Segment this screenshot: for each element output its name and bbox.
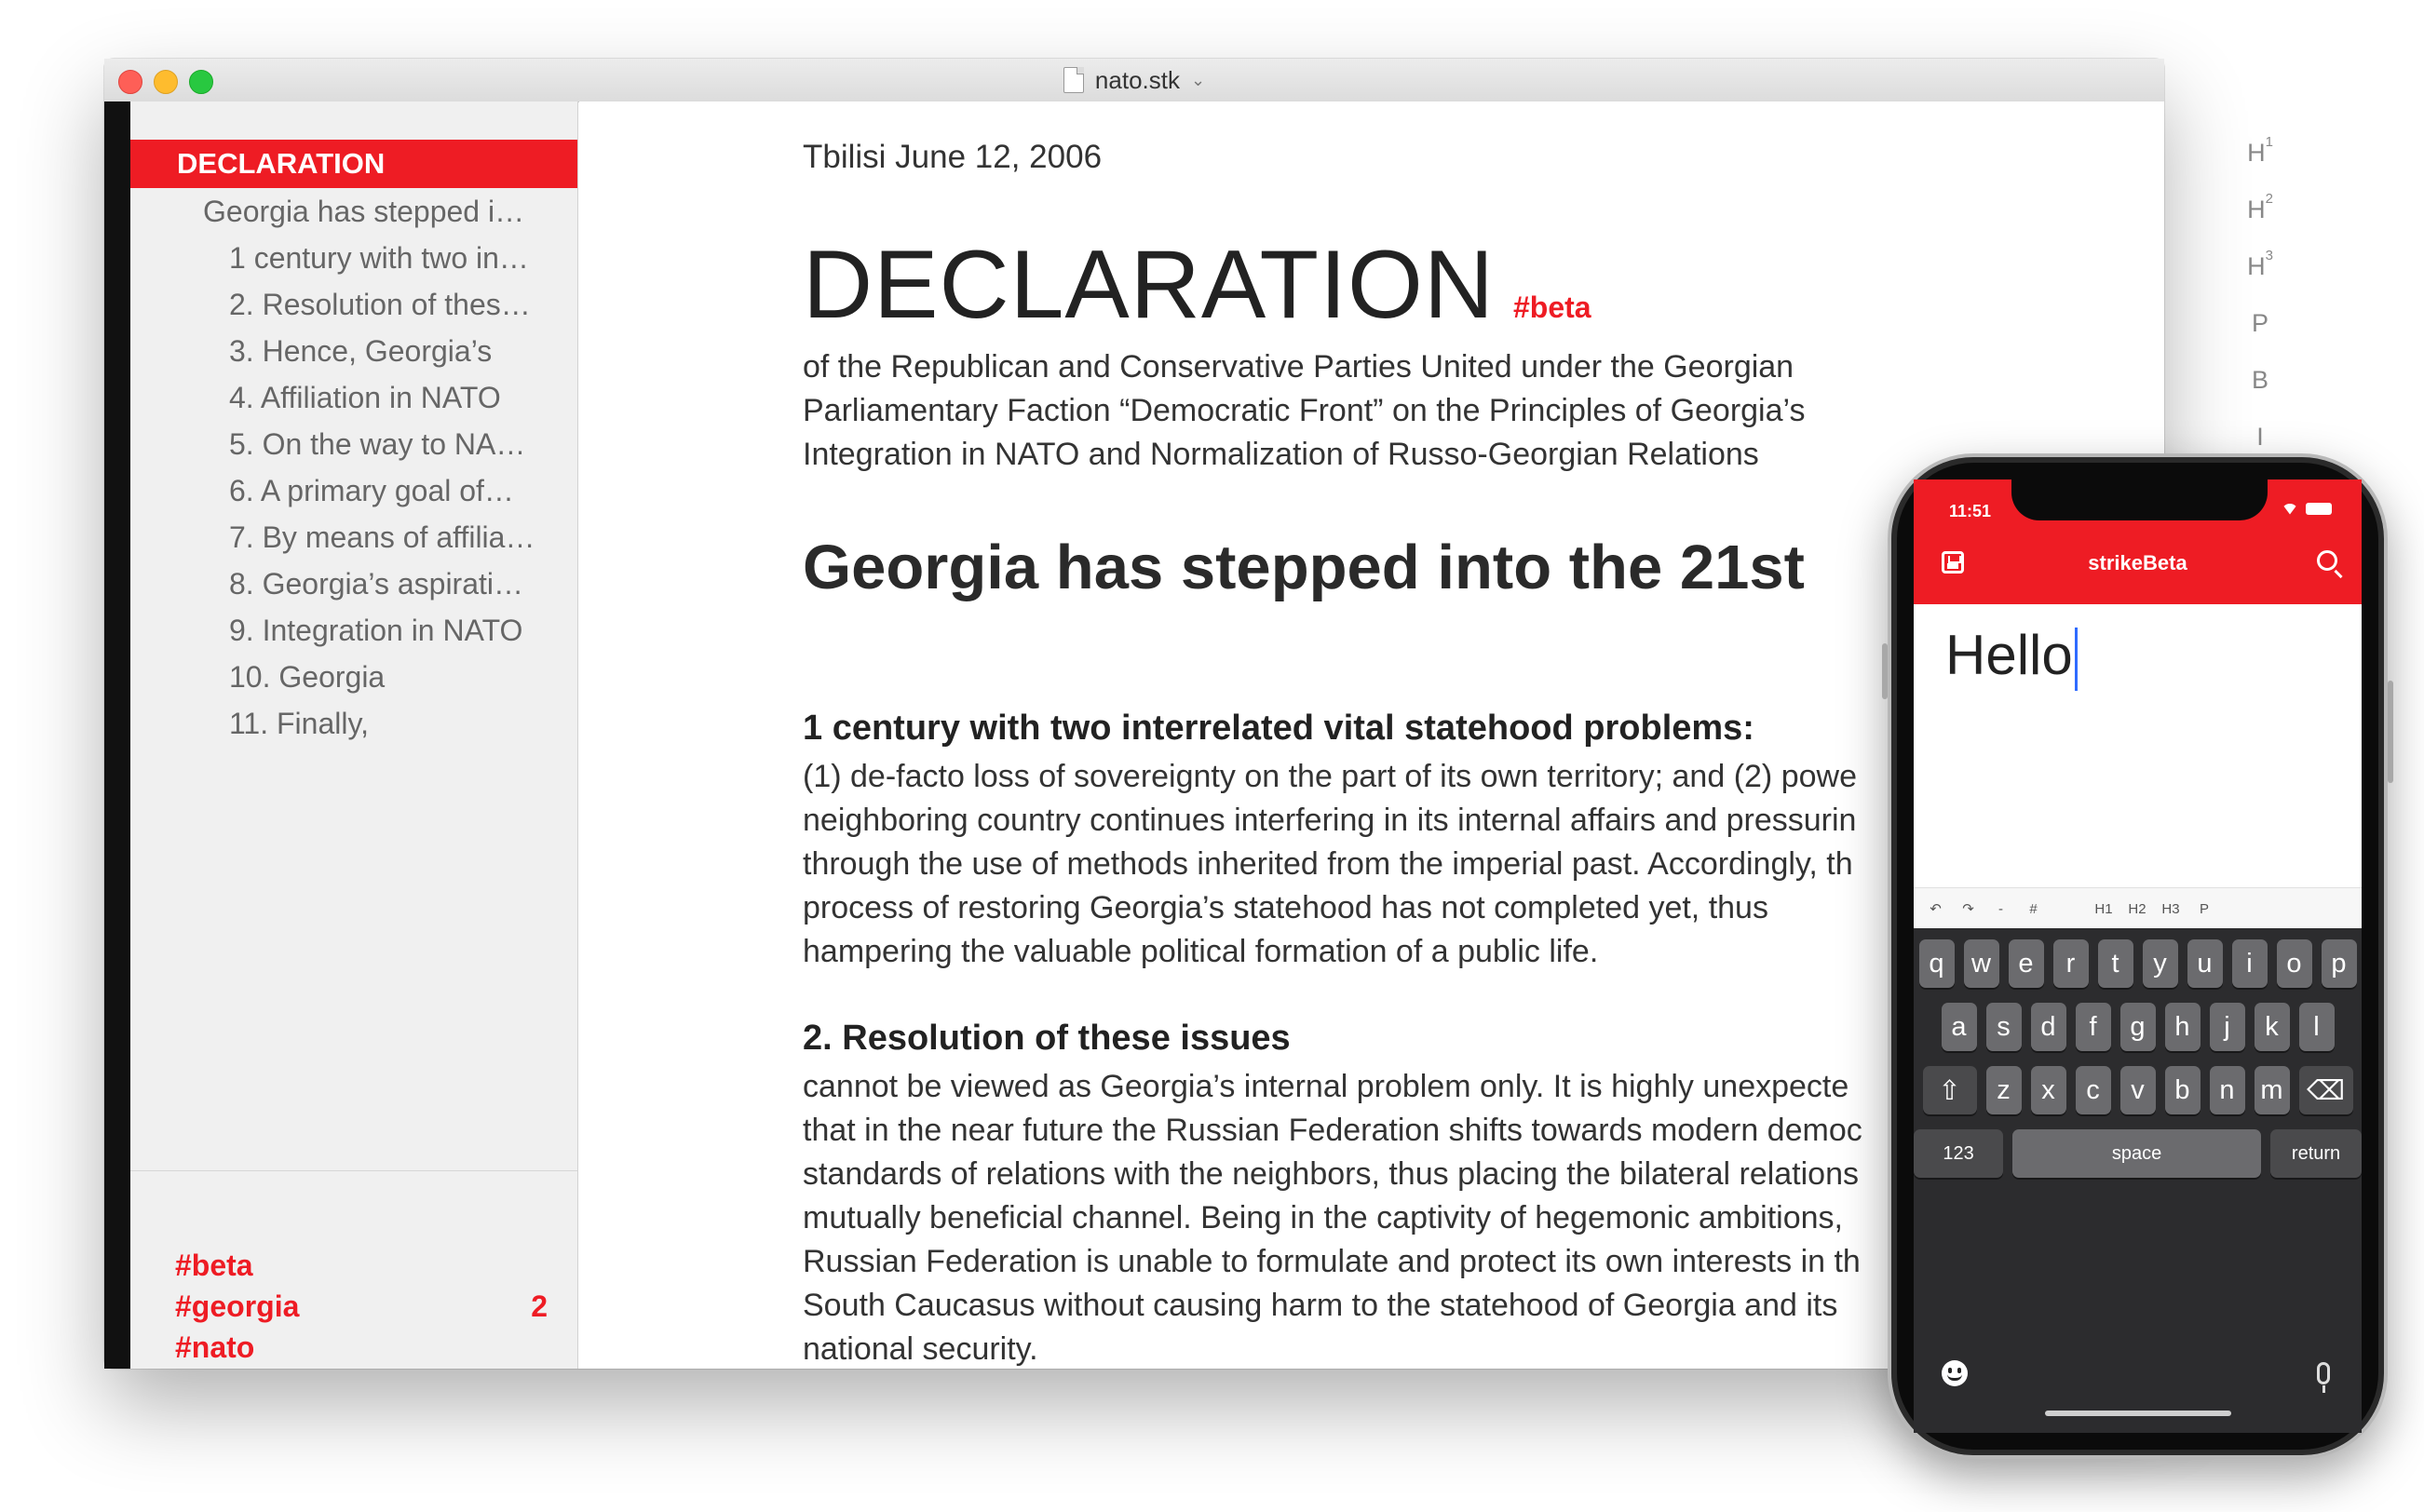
outline-item[interactable]: 1 century with two in… (229, 241, 529, 275)
chevron-down-icon[interactable]: ⌄ (1190, 70, 1206, 89)
phone-editor[interactable] (1914, 604, 2362, 887)
key-b[interactable]: b (2165, 1066, 2201, 1114)
dateline[interactable]: Tbilisi June 12, 2006 (803, 139, 1103, 175)
key-x[interactable]: x (2031, 1066, 2066, 1114)
space-key[interactable]: space (2012, 1129, 2261, 1178)
format-bold-button[interactable]: B (2251, 366, 2268, 394)
tag-name: #beta (175, 1249, 253, 1282)
outline-item[interactable]: 8. Georgia’s aspirati… (229, 567, 523, 601)
key-t[interactable]: t (2098, 939, 2133, 988)
key-k[interactable]: k (2255, 1003, 2290, 1051)
mac-window (104, 59, 2273, 1369)
dash-button[interactable]: - (1998, 900, 2003, 917)
tag-item-nato[interactable] (175, 1327, 548, 1368)
undo-button[interactable]: ↶ (1930, 901, 1942, 917)
tag-count: 2 (531, 1289, 548, 1323)
outline-sidebar (130, 101, 578, 1369)
tag-name: #georgia (175, 1289, 300, 1323)
backspace-key[interactable]: ⌫ (2299, 1066, 2353, 1114)
outline-item[interactable]: 9. Integration in NATO (229, 614, 523, 647)
document-heading[interactable]: Georgia has stepped into the 21st (803, 533, 1805, 602)
tag-list (175, 1245, 548, 1368)
return-key[interactable]: return (2270, 1129, 2362, 1178)
p-button[interactable]: P (2199, 900, 2209, 917)
key-g[interactable]: g (2120, 1003, 2156, 1051)
key-e[interactable]: e (2009, 939, 2044, 988)
title-tag[interactable]: #beta (1512, 290, 1591, 324)
phone-notch (2011, 479, 2268, 520)
key-c[interactable]: c (2076, 1066, 2111, 1114)
key-w[interactable]: w (1964, 939, 1999, 988)
outline-item[interactable]: 3. Hence, Georgia’s (229, 334, 493, 368)
key-v[interactable]: v (2120, 1066, 2156, 1114)
h1-button[interactable]: H1 (2094, 900, 2113, 917)
microphone-icon[interactable] (2317, 1362, 2330, 1384)
phone-screen (1914, 479, 2362, 1433)
section-heading[interactable]: 2. Resolution of these issues (803, 1019, 1291, 1058)
tag-item-beta[interactable] (175, 1245, 548, 1286)
outline-list (130, 188, 577, 747)
key-i[interactable]: i (2232, 939, 2268, 988)
window-title-label: nato.stk (1094, 65, 1180, 94)
outline-item[interactable]: 10. Georgia (229, 660, 386, 694)
document-subtitle[interactable]: of the Republican and Conservative Parties United under the Georgian Parliamentary Faction “Democratic Front” on the Principles of Georgia’s Integration in NATO and Normalization of Russo-Georgian Relations (803, 349, 1806, 472)
keyboard (1914, 928, 2362, 1433)
outline-item[interactable]: 6. A primary goal of… (229, 474, 514, 507)
key-r[interactable]: r (2053, 939, 2089, 988)
tag-item-georgia[interactable] (175, 1286, 548, 1327)
key-f[interactable]: f (2076, 1003, 2111, 1051)
phone-power-button (2388, 681, 2393, 783)
format-h2-button[interactable]: $H^2$ (2247, 191, 2273, 223)
sidebar-divider (130, 1170, 577, 1171)
key-y[interactable]: y (2143, 939, 2178, 988)
outline-item[interactable]: 11. Finally, (229, 707, 369, 740)
key-p[interactable]: p (2322, 939, 2357, 988)
format-panel (2232, 134, 2288, 479)
h2-button[interactable]: H2 (2128, 900, 2146, 917)
outline-item[interactable]: Georgia has stepped i… (203, 195, 525, 228)
outline-item[interactable]: 5. On the way to NA… (229, 427, 526, 461)
tag-name: #nato (175, 1330, 255, 1364)
key-h[interactable]: h (2165, 1003, 2201, 1051)
document-icon (1063, 67, 1084, 93)
outline-item[interactable]: 4. Affiliation in NATO (229, 381, 501, 414)
key-o[interactable]: o (2277, 939, 2312, 988)
keyboard-row-2 (1914, 1003, 2362, 1051)
outline-item[interactable]: 7. By means of affilia… (229, 520, 535, 554)
redo-button[interactable]: ↷ (1962, 901, 1974, 917)
key-m[interactable]: m (2255, 1066, 2290, 1114)
tag-button[interactable]: # (2029, 900, 2038, 917)
format-italic-button[interactable]: I (2256, 423, 2264, 451)
outline-item[interactable]: 2. Resolution of thes… (229, 288, 531, 321)
text-caret (2075, 628, 2078, 691)
key-z[interactable]: z (1986, 1066, 2022, 1114)
shift-key[interactable]: ⇧ (1923, 1066, 1977, 1114)
keyboard-row-3 (1914, 1066, 2362, 1114)
key-a[interactable]: a (1942, 1003, 1977, 1051)
title-bar (104, 59, 2164, 102)
phone-format-bar (1914, 887, 2362, 929)
window-edge-strip (104, 101, 130, 1369)
app-bar (1914, 535, 2362, 604)
document-title[interactable] (803, 230, 1591, 341)
keyboard-row-4 (1914, 1129, 2362, 1178)
section-heading[interactable]: 1 century with two interrelated vital statehood problems: (803, 709, 1754, 748)
format-h3-button[interactable]: $H^3$ (2247, 248, 2273, 280)
format-h1-button[interactable]: $H^1$ (2247, 134, 2273, 167)
home-indicator[interactable] (2045, 1411, 2231, 1416)
key-s[interactable]: s (1986, 1003, 2022, 1051)
key-u[interactable]: u (2187, 939, 2223, 988)
key-j[interactable]: j (2210, 1003, 2245, 1051)
phone-device (1888, 453, 2388, 1459)
battery-icon (2306, 503, 2332, 515)
wifi-icon (2282, 504, 2298, 515)
emoji-icon[interactable] (1942, 1360, 1968, 1386)
h3-button[interactable]: H3 (2161, 900, 2180, 917)
status-time: 11:51 (1949, 502, 1992, 520)
outline-item-active[interactable]: DECLARATION (130, 140, 577, 188)
document-title-text: DECLARATION (803, 231, 1495, 339)
key-q[interactable]: q (1919, 939, 1955, 988)
key-l[interactable]: l (2299, 1003, 2335, 1051)
search-icon[interactable] (2317, 550, 2337, 571)
key-d[interactable]: d (2031, 1003, 2066, 1051)
key-n[interactable]: n (2210, 1066, 2245, 1114)
section-body[interactable]: (1) de-facto loss of sovereignty on the part of its own territory; and (2) powe neighboring country continues interfering in its internal affairs and pressurin through the use of methods inherited from the imperial past. Accordingly, th process of restoring Georgia’s statehood has not completed yet, thus hampering the valuable political formation of a public life. (803, 759, 1857, 969)
window-title[interactable] (104, 59, 2164, 101)
phone-editor-text[interactable]: Hello (1945, 623, 2078, 691)
keyboard-row-1 (1914, 939, 2362, 988)
app-title: strikeBeta (2088, 551, 2187, 574)
numbers-key[interactable]: 123 (1914, 1129, 2003, 1178)
section-body[interactable]: cannot be viewed as Georgia’s internal problem only. It is highly unexpecte that in the near future the Russian Federation shifts towards modern democ standards of relations with the neighbors, thus placing the bilateral relations mutually beneficial channel. Being in the captivity of hegemonic ambitions, Russian Federation is unable to formulate and protect its own interests in th South Caucasus without causing harm to the statehood of Georgia and its national security. (803, 1069, 1862, 1367)
phone-side-button (1882, 643, 1888, 699)
status-icons (2282, 503, 2332, 515)
format-paragraph-button[interactable]: P (2251, 309, 2268, 337)
